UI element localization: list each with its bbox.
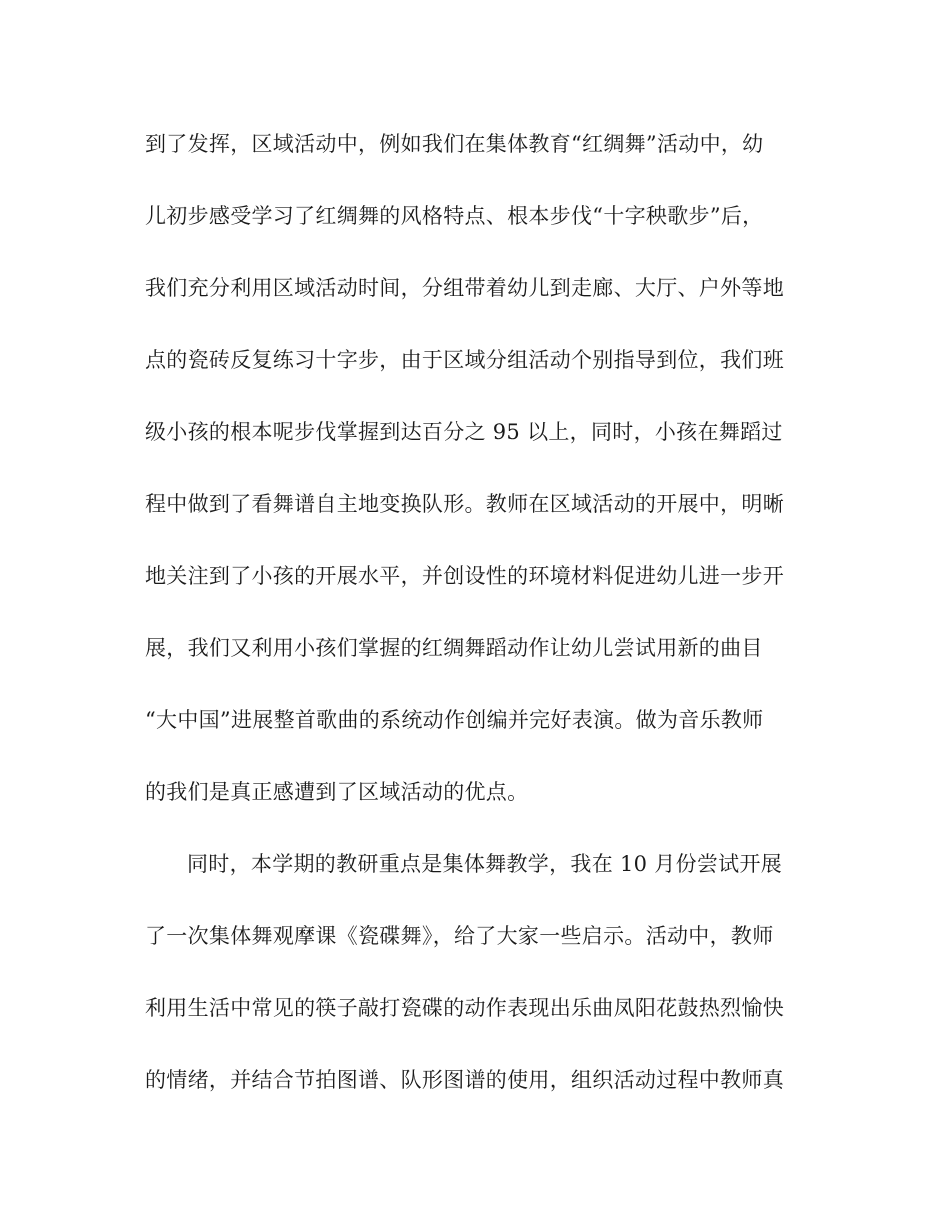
text-line: 了一次集体舞观摩课《瓷碟舞》，给了大家一些启示。活动中，教师 bbox=[145, 924, 774, 948]
text-line: 程中做到了看舞谱自主地变换队形。教师在区域活动的开展中，明晰 bbox=[145, 492, 784, 516]
body-text bbox=[145, 126, 805, 1134]
paragraph-start-line: 同时，本学期的教研重点是集体舞教学，我在 10 月份尝试开展 bbox=[187, 852, 783, 876]
text-line: 到了发挥，区域活动中，例如我们在集体教育“红绸舞”活动中，幼 bbox=[145, 132, 764, 156]
text-line: 地关注到了小孩的开展水平，并创设性的环境材料促进幼儿进一步开 bbox=[145, 564, 784, 588]
text-line: 级小孩的根本呢步伐掌握到达百分之 95 以上，同时，小孩在舞蹈过 bbox=[145, 420, 783, 444]
text-line: 我们充分利用区域活动时间，分组带着幼儿到走廊、大厅、户外等地 bbox=[145, 276, 784, 300]
text-line: 点的瓷砖反复练习十字步，由于区域分组活动个别指导到位，我们班 bbox=[145, 348, 784, 372]
text-line: 儿初步感受学习了红绸舞的风格特点、根本步伐“十字秧歌步”后， bbox=[145, 204, 764, 228]
text-line: “大中国”进展整首歌曲的系统动作创编并完好表演。做为音乐教师 bbox=[145, 708, 764, 732]
text-line: 的我们是真正感遭到了区域活动的优点。 bbox=[145, 780, 529, 804]
text-line: 展，我们又利用小孩们掌握的红绸舞蹈动作让幼儿尝试用新的曲目 bbox=[145, 636, 763, 660]
text-line: 的情绪，并结合节拍图谱、队形图谱的使用，组织活动过程中教师真 bbox=[145, 1068, 784, 1092]
text-line: 利用生活中常见的筷子敲打瓷碟的动作表现出乐曲凤阳花鼓热烈愉快 bbox=[145, 996, 784, 1020]
